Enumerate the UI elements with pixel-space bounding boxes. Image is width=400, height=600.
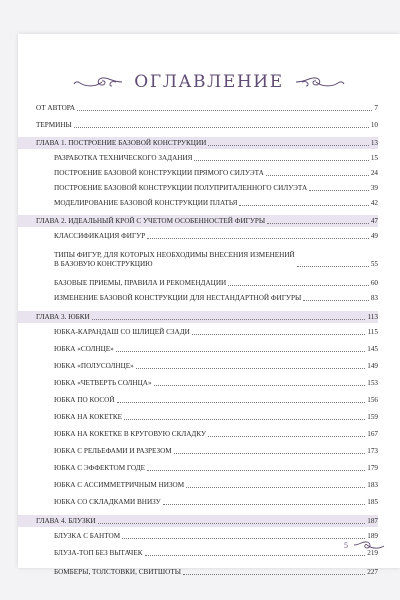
item-label: ПОСТРОЕНИЕ БАЗОВОЙ КОНСТРУКЦИИ ПРЯМОГО СИЛУЭТА [54,169,264,177]
toc-item-multiline[interactable] [54,247,378,269]
toc-item[interactable] [54,184,378,193]
chapter-label: ГЛАВА 2. ИДЕАЛЬНЫЙ КРОЙ С УЧЕТОМ ОСОБЕННОСТЕЙ ФИГУРЫ [36,216,266,225]
dot-leader [183,574,365,575]
item-label: ИЗМЕНЕНИЕ БАЗОВОЙ КОНСТРУКЦИИ ДЛЯ НЕСТАНДАРТНОЙ ФИГУРЫ [54,294,302,302]
dot-leader [145,555,366,556]
toc-item[interactable] [54,481,378,490]
dot-leader [266,175,369,176]
toc-item[interactable] [54,464,378,473]
dot-leader [303,300,369,301]
item-label: ЮБКА С АССИММЕТРИЧНЫМ НИЗОМ [54,481,185,489]
dot-leader [309,190,369,191]
item-label: РАЗРАБОТКА ТЕХНИЧЕСКОГО ЗАДАНИЯ [54,154,193,162]
item-label: ЮБКА «СОЛНЦЕ» [54,345,114,353]
item-page: 227 [367,568,378,576]
dot-leader [194,160,368,161]
item-page: 42 [370,199,378,207]
dot-leader [122,538,365,539]
item-label-line-2: В БАЗОВУЮ КОНСТРУКЦИЮ [54,260,153,268]
dot-leader [163,504,366,505]
item-label: ЮБКА «ЧЕТВЕРТЬ СОЛНЦА» [54,379,152,387]
toc-item[interactable] [54,345,378,354]
item-page: 145 [367,345,378,353]
item-label: ЮБКА-КАРАНДАШ СО ШЛИЦЕЙ СЗАДИ [54,328,190,336]
toc-chapter-4[interactable] [18,515,378,527]
item-page: 60 [370,279,378,287]
dot-leader [228,285,369,286]
item-page: 183 [367,481,378,489]
item-page: 219 [367,549,378,557]
item-page: 153 [367,379,378,387]
item-page: 149 [367,362,378,370]
entry-label: ОТ АВТОРА [36,104,76,112]
item-page: 159 [367,413,378,421]
toc-entry-author[interactable] [36,104,378,113]
toc-entry-terms[interactable] [36,121,378,130]
item-page: 179 [367,464,378,472]
page-number: 5 [344,540,348,550]
toc-item[interactable] [54,532,378,541]
toc-item[interactable] [54,154,378,163]
item-label: БЛУЗА-ТОП БЕЗ ВЫТАЧЕК [54,549,143,557]
item-page: 15 [370,154,378,162]
dot-leader [239,205,368,206]
chapter-page: 187 [367,516,378,525]
item-label: БЛУЗКА С БАНТОМ [54,532,121,540]
item-label: БОМБЕРЫ, ТОЛСТОВКИ, СВИТШОТЫ [54,568,181,576]
item-page: 115 [367,328,378,336]
dot-leader [77,110,372,111]
dot-leader [208,145,368,146]
toc-item[interactable] [54,549,378,558]
item-label: ЮБКА НА КОКЕТКЕ В КРУГОВУЮ СКЛАДКУ [54,430,207,438]
chapter-page: 113 [367,312,378,321]
item-label: ЮБКА НА КОКЕТКЕ [54,413,123,421]
item-label [54,251,295,269]
dot-leader [267,223,369,224]
book-page [18,34,400,576]
item-page: 156 [367,396,378,404]
dot-leader [116,351,365,352]
dot-leader [154,385,366,386]
item-label: ЮБКА «ПОЛУСОЛНЦЕ» [54,362,134,370]
item-label: ЮБКА С ЭФФЕКТОМ ГОДЕ [54,464,145,472]
page-footer [344,540,386,550]
toc-item[interactable] [54,328,378,337]
page-title: ОГЛАВЛЕНИЕ [134,72,284,92]
toc-item[interactable] [54,294,378,303]
chapter-label: ГЛАВА 3. ЮБКИ [36,312,90,321]
item-page: 189 [367,532,378,540]
item-label: ЮБКА ПО КОСОЙ [54,396,115,404]
item-page: 173 [367,447,378,455]
dot-leader [147,238,369,239]
entry-label: ТЕРМИНЫ [36,121,72,129]
dot-leader [147,470,365,471]
toc-header [18,72,400,92]
item-page: 83 [370,294,378,302]
item-page: 55 [370,260,378,268]
item-page: 185 [367,498,378,506]
item-label: ПОСТРОЕНИЕ БАЗОВОЙ КОНСТРУКЦИИ ПОЛУПРИТАЛЕННОГО СИЛУЭТА [54,184,308,192]
footer-ornament-icon [352,540,386,550]
toc-item[interactable] [54,169,378,178]
dot-leader [208,436,365,437]
ornament-right-icon [294,75,346,89]
toc-item[interactable] [54,362,378,371]
chapter-label: ГЛАВА 4. БЛУЗКИ [36,516,96,525]
dot-leader [192,334,366,335]
dot-leader [74,127,369,128]
toc-item[interactable] [54,232,378,241]
toc-item[interactable] [54,199,378,208]
dot-leader [136,368,365,369]
item-page: 49 [370,232,378,240]
item-label-line-1: ТИПЫ ФИГУР, ДЛЯ КОТОРЫХ НЕОБХОДИМЫ ВНЕСЕНИЯ ИЗМЕНЕНИЙ [54,251,295,259]
item-page: 167 [367,430,378,438]
item-label: ЮБКА С РЕЛЬЕФАМИ И РАЗРЕЗОМ [54,447,172,455]
toc-item[interactable] [54,396,378,405]
dot-leader [186,487,365,488]
toc-item[interactable] [54,447,378,456]
entry-page: 7 [374,104,378,112]
toc-item[interactable] [54,568,378,577]
dot-leader [92,319,366,320]
dot-leader [124,419,365,420]
chapter-label: ГЛАВА 1. ПОСТРОЕНИЕ БАЗОВОЙ КОНСТРУКЦИИ [36,138,207,147]
entry-page: 10 [370,121,378,129]
item-label: МОДЕЛИРОВАНИЕ БАЗОВОЙ КОНСТРУКЦИИ ПЛАТЬЯ [54,199,238,207]
dot-leader [174,453,366,454]
dot-leader [98,523,366,524]
dot-leader [117,402,366,403]
toc-item[interactable] [54,430,378,439]
item-label: ЮБКА СО СКЛАДКАМИ ВНИЗУ [54,498,161,506]
item-page: 39 [370,184,378,192]
chapter-page: 13 [370,138,378,147]
ornament-left-icon [72,75,124,89]
chapter-page: 47 [370,216,378,225]
toc-item[interactable] [54,279,378,288]
item-label: КЛАССИФИКАЦИЯ ФИГУР [54,232,146,240]
item-page: 24 [370,169,378,177]
dot-leader [297,266,369,267]
toc-item[interactable] [54,379,378,388]
toc-chapter-1[interactable] [18,137,378,149]
item-label: БАЗОВЫЕ ПРИЕМЫ, ПРАВИЛА И РЕКОМЕНДАЦИИ [54,279,227,287]
toc-item[interactable] [54,413,378,422]
toc-chapter-3[interactable] [18,311,378,323]
toc-item[interactable] [54,498,378,507]
toc-chapter-2[interactable] [18,215,378,227]
